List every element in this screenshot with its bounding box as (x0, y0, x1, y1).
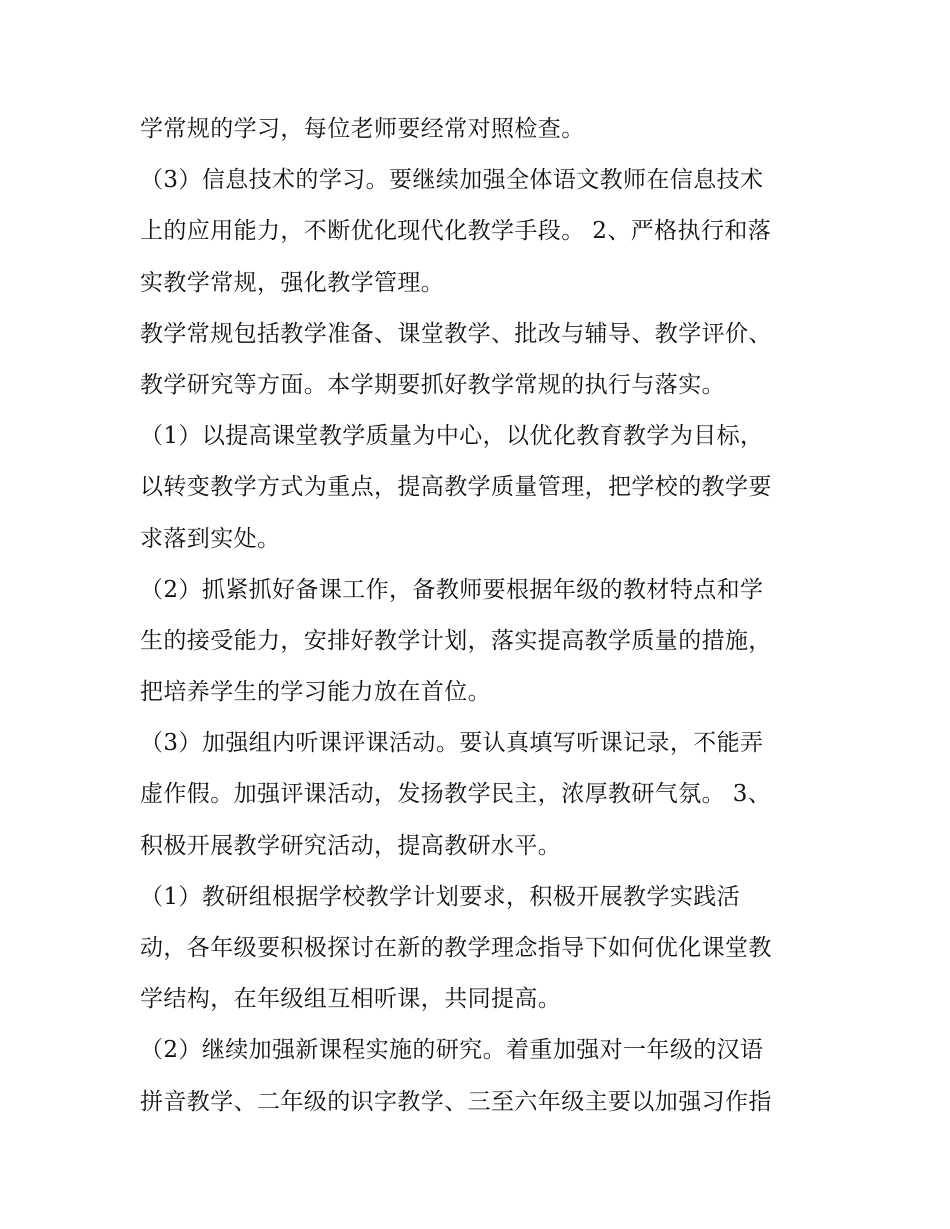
text-line: （3）信息技术的学习。要继续加强全体语文教师在信息技术 (140, 167, 764, 194)
text-line: 求落到实处。 (140, 525, 281, 552)
text-line: 上的应用能力，不断优化现代化教学手段。 2、严格执行和落 (140, 218, 772, 245)
text-line: 教学研究等方面。本学期要抓好教学常规的执行与落实。 (140, 371, 725, 398)
text-line: （1）教研组根据学校教学计划要求，积极开展教学实践活 (140, 883, 741, 910)
text-line: 学常规的学习，每位老师要经常对照检查。 (140, 116, 585, 142)
document-body (140, 110, 820, 1134)
text-line: 动，各年级要积极探讨在新的教学理念指导下如何优化课堂教 (140, 935, 772, 961)
text-line: 把培养学生的学习能力放在首位。 (140, 679, 491, 706)
text-line: （2）抓紧抓好备课工作，备教师要根据年级的教材特点和学 (140, 576, 764, 603)
text-line: （2）继续加强新课程实施的研究。着重加强对一年级的汉语 (140, 1037, 764, 1064)
text-line: 积极开展教学研究活动，提高教研水平。 (140, 832, 562, 859)
text-line: 生的接受能力，安排好教学计划，落实提高教学质量的措施， (140, 627, 772, 654)
text-line: （3）加强组内听课评课活动。要认真填写听课记录，不能弄 (140, 730, 764, 757)
text-line: 实教学常规，强化教学管理。 (140, 269, 445, 296)
text-line: 学结构，在年级组互相听课，共同提高。 (140, 986, 562, 1013)
text-line: 虚作假。加强评课活动，发扬教学民主，浓厚教研气氛。 3、 (140, 781, 772, 808)
text-line: （1）以提高课堂教学质量为中心，以优化教育教学为目标， (140, 423, 764, 450)
text-line: 以转变教学方式为重点，提高教学质量管理，把学校的教学要 (140, 474, 772, 501)
text-line: 拼音教学、二年级的识字教学、三至六年级主要以加强习作指 (140, 1088, 772, 1115)
text-line: 教学常规包括教学准备、课堂教学、批改与辅导、教学评价、 (140, 320, 772, 347)
